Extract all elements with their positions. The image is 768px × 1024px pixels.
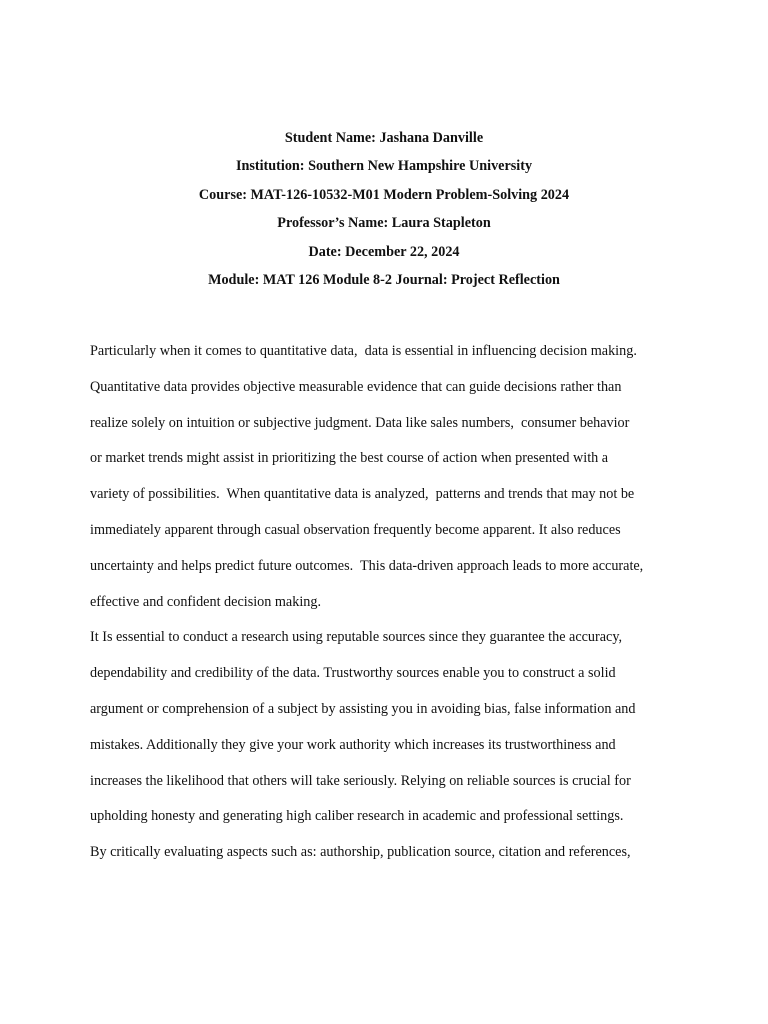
text-line: argument or comprehension of a subject by assisting you in avoiding bias, false information and	[90, 700, 636, 717]
text-line: or market trends might assist in prioritizing the best course of action when presented with a	[90, 450, 609, 467]
body-text	[90, 339, 680, 876]
text-line: immediately apparent through casual observation frequently become apparent. It also reduces	[90, 521, 621, 538]
text-line: mistakes. Additionally they give your work authority which increases its trustworthiness and	[90, 736, 616, 753]
title-block	[0, 124, 768, 294]
text-line: increases the likelihood that others will take seriously. Relying on reliable sources is crucial for	[90, 772, 631, 789]
text-line: variety of possibilities. When quantitative data is analyzed, patterns and trends that may not be	[90, 486, 635, 503]
module: Module: MAT 126 Module 8-2 Journal: Project Reflection	[208, 272, 560, 289]
paragraph-2	[90, 625, 680, 876]
text-line: It Is essential to conduct a research using reputable sources since they guarantee the accuracy,	[90, 629, 623, 646]
professor-name: Professor’s Name: Laura Stapleton	[277, 215, 491, 232]
text-line: Particularly when it comes to quantitative data, data is essential in influencing decision making.	[90, 343, 637, 359]
institution: Institution: Southern New Hampshire University	[235, 158, 533, 175]
text-line: Quantitative data provides objective measurable evidence that can guide decisions rather than	[90, 378, 622, 395]
student-name: Student Name: Jashana Danville	[284, 130, 484, 146]
text-line: By critically evaluating aspects such as: authorship, publication source, citation and references,	[90, 844, 631, 861]
date: Date: December 22, 2024	[308, 243, 460, 260]
text-line: effective and confident decision making.	[90, 593, 321, 610]
text-line: uncertainty and helps predict future outcomes. This data-driven approach leads to more accurate,	[90, 557, 644, 574]
paragraph-1	[90, 339, 680, 625]
text-line: upholding honesty and generating high caliber research in academic and professional settings.	[90, 808, 624, 825]
text-line: realize solely on intuition or subjective judgment. Data like sales numbers, consumer behavior	[90, 414, 630, 431]
text-line: dependability and credibility of the data. Trustworthy sources enable you to construct a solid	[90, 665, 616, 682]
course: Course: MAT-126-10532-M01 Modern Problem-Solving 2024	[198, 186, 570, 203]
